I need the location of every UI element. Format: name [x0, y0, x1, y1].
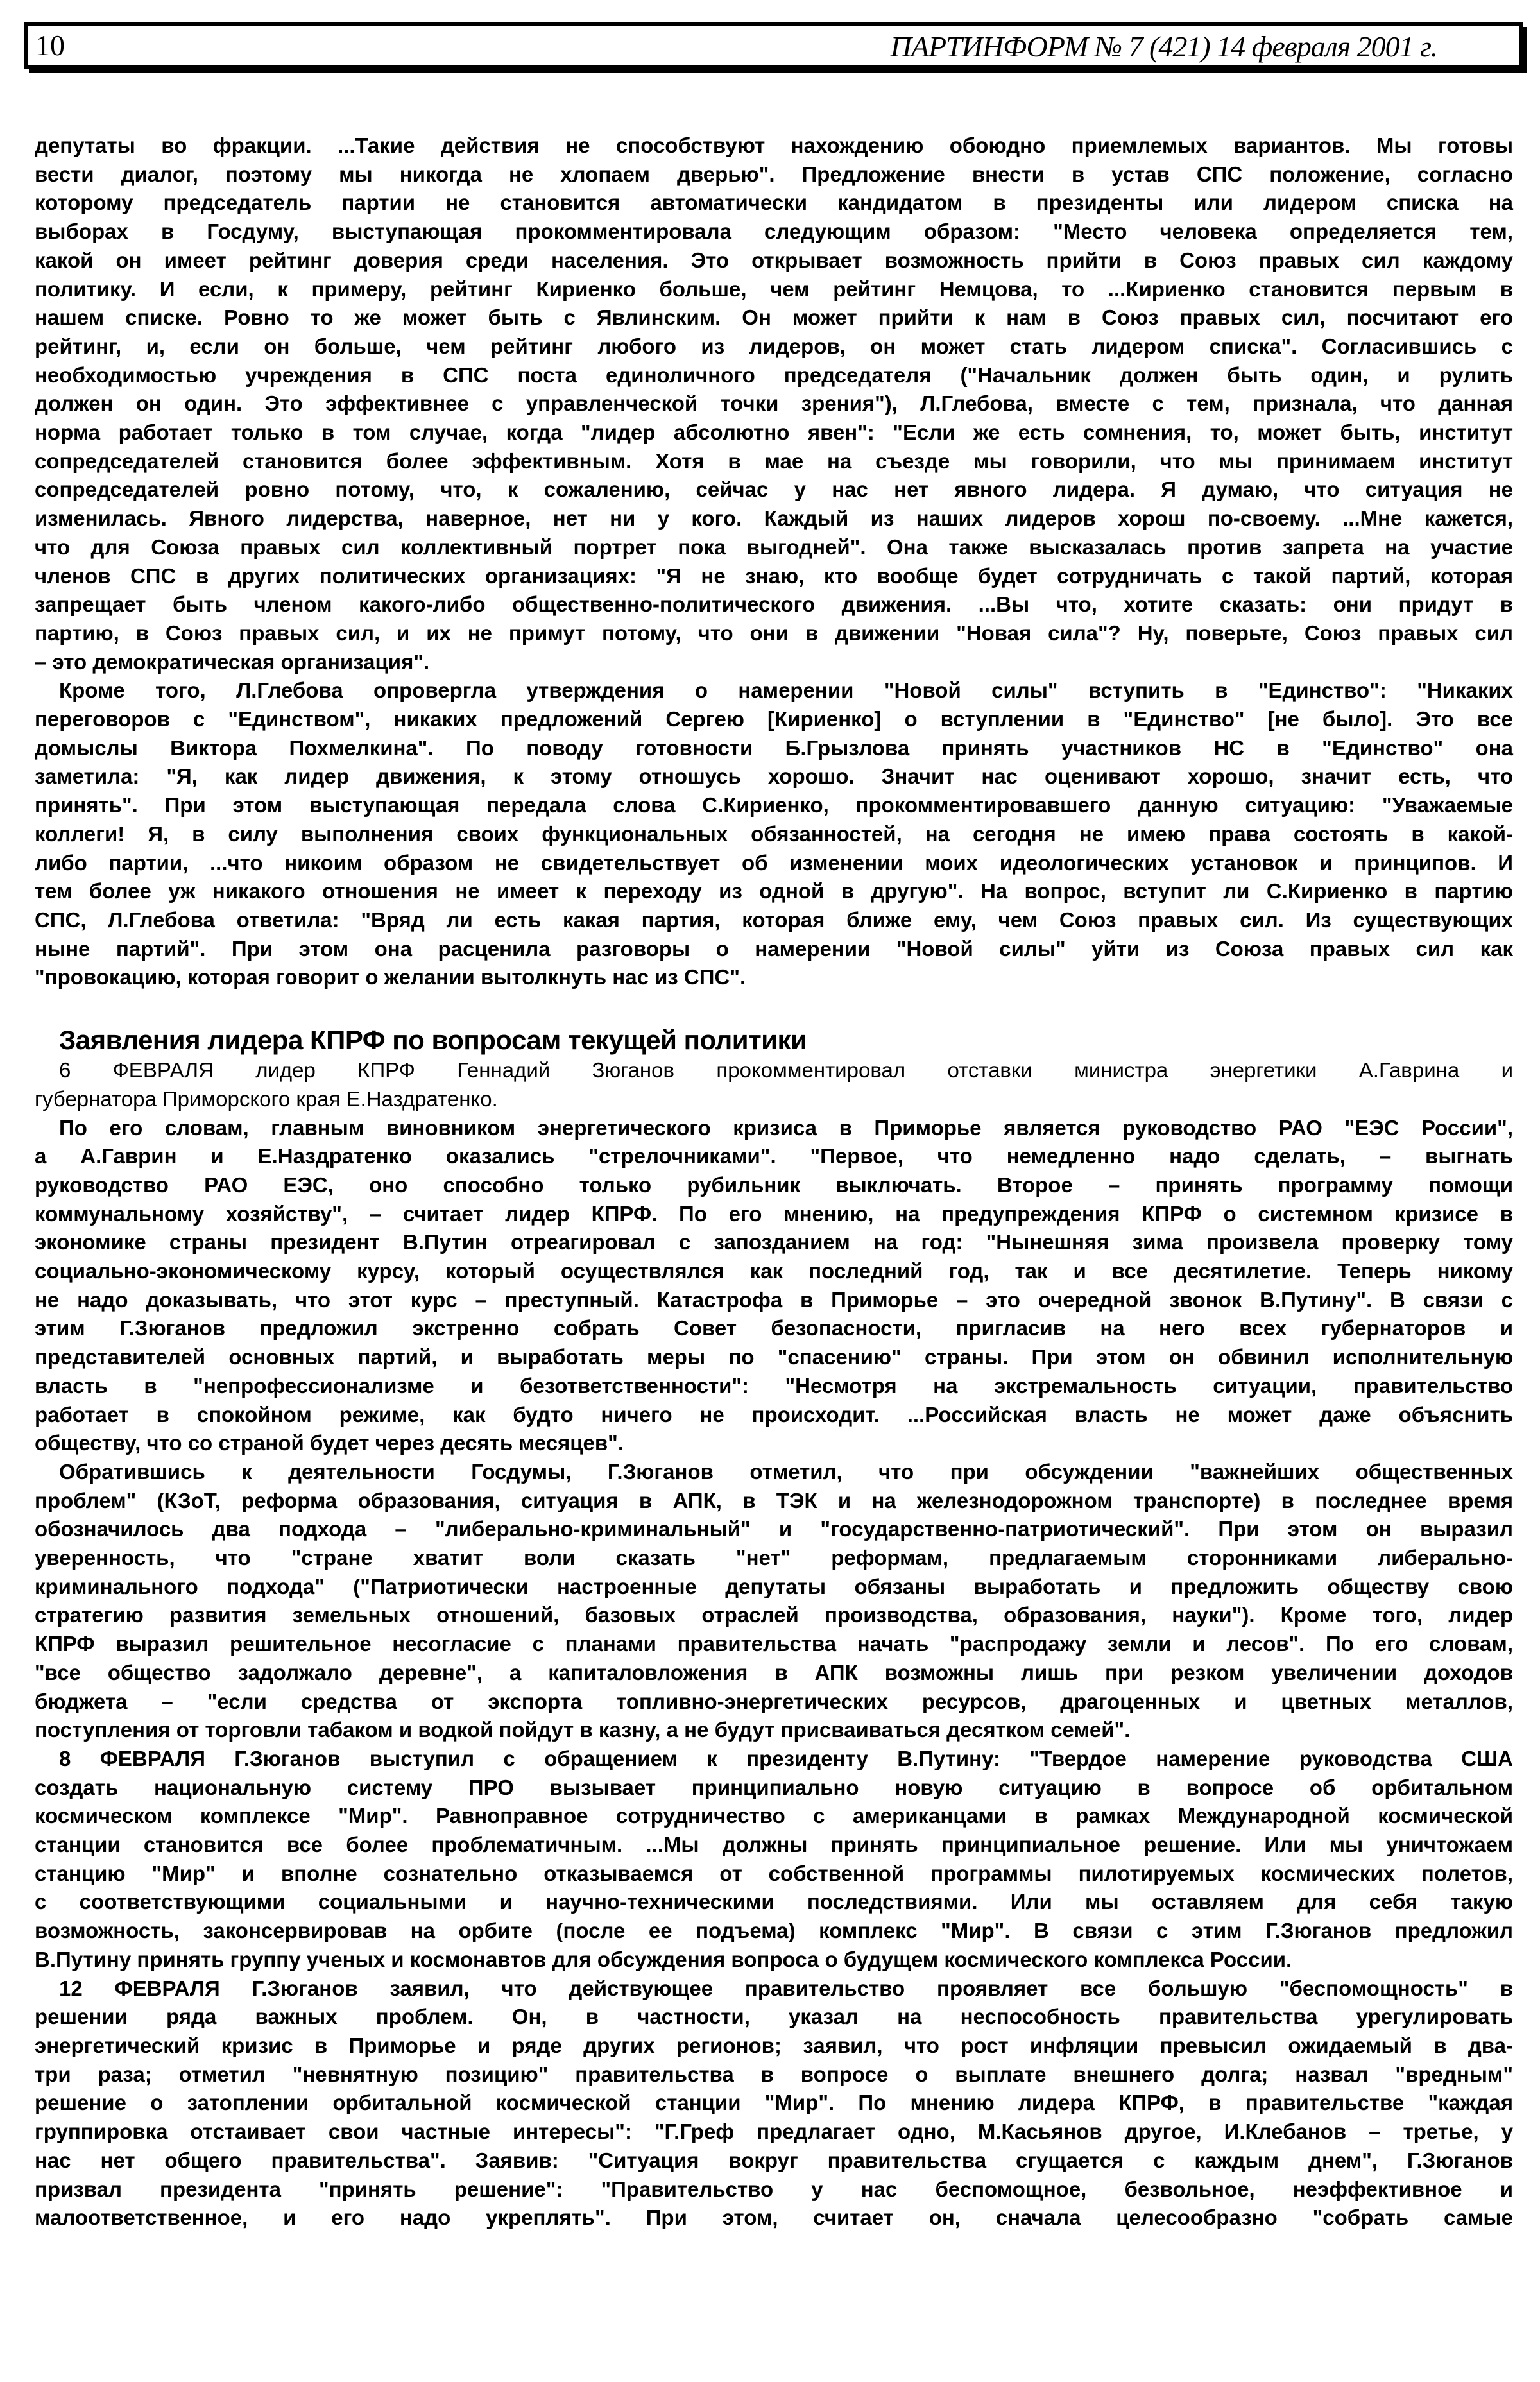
text-line: КПРФ выразил решительное несогласие с планами правительства начать "распродажу земли и лесов". По его словам,: [35, 1632, 1513, 1656]
paragraph: [35, 1745, 1513, 1975]
text-line: заметила: "Я, как лидер движения, к этому отношусь хорошо. Значит нас оценивают хорошо, значит есть, что: [35, 764, 1513, 789]
text-line: уверенность, что "стране хватит воли сказать "нет" реформам, предлагаемым сторонниками либерально-: [35, 1546, 1513, 1570]
text-line: представителей основных партий, и выработать меры по "спасению" страны. При этом он обвинил исполнительную: [35, 1345, 1513, 1369]
text-line: 6 ФЕВРАЛЯ лидер КПРФ Геннадий Зюганов прокомментировал отставки министра энергетики А.Гаврина и: [59, 1058, 1513, 1083]
text-line: экономике страны президент В.Путин отреагировал с запозданием на год: "Нынешняя зима произвела проверку тому: [35, 1230, 1513, 1255]
text-line: космическом комплексе "Мир". Равноправное сотрудничество с американцами в рамках Международной космической: [35, 1804, 1513, 1828]
text-line: Обратившись к деятельности Госдумы, Г.Зюганов отметил, что при обсуждении "важнейших общественных: [59, 1459, 1513, 1484]
article-body: [35, 132, 1513, 2232]
text-line: "все общество задолжало деревне", а капиталовложения в АПК возможны лишь при резком увеличении доходов: [35, 1660, 1513, 1684]
section-heading: Заявления лидера КПРФ по вопросам текущей политики: [59, 1025, 807, 1056]
paragraph: [35, 1975, 1513, 2232]
paragraph: [35, 1056, 1513, 1113]
text-line: изменилась. Явного лидерства, наверное, нет ни у кого. Каждый из наших лидеров хорош по-своему. ...Мне кажется,: [35, 506, 1513, 531]
text-line: выборах в Госдуму, выступающая прокомментировала следующим образом: "Место человека определяется тем,: [35, 219, 1513, 244]
text-line: членов СПС в других политических организациях: "Я не знаю, кто вообще будет сотрудничать с такой партий, которая: [35, 563, 1513, 588]
text-line: малоответственное, и его надо укреплять". При этом, считает он, сначала целесообразно "собрать самые: [35, 2206, 1513, 2230]
text-line: губернатора Приморского края Е.Наздратенко.: [35, 1086, 498, 1111]
text-line: бюджета – "если средства от экспорта топливно-энергетических ресурсов, драгоценных и цветных металлов,: [35, 1689, 1513, 1713]
text-line: власть в "непрофессионализме и безответственности": "Несмотря на экстремальность ситуации, правительство: [35, 1373, 1513, 1398]
intro-section: [35, 132, 1513, 992]
text-line: Кроме того, Л.Глебова опровергла утверждения о намерении "Новой силы" вступить в "Единство": "Никаких: [59, 678, 1513, 703]
text-line: партию, в Союз правых сил, и их не примут потому, что они в движении "Новая сила"? Ну, поверьте, Союз правых сил: [35, 621, 1513, 645]
text-line: работает в спокойном режиме, как будто ничего не происходит. ...Российская власть не может даже объяснить: [35, 1402, 1513, 1427]
text-line: возможность, законсервировав на орбите (после ее подъема) комплекс "Мир". В связи с этим Г.Зюганов предложил: [35, 1919, 1513, 1943]
text-line: этим Г.Зюганов предложил экстренно собрать Совет безопасности, пригласив на него всех губернаторов и: [35, 1316, 1513, 1341]
text-line: СПС, Л.Глебова ответила: "Вряд ли есть какая партия, которая ближе ему, чем Союз правых сил. Из существующих: [35, 907, 1513, 932]
text-line: создать национальную систему ПРО вызывает принципиально новую ситуацию в вопросе об орбитальном: [35, 1775, 1513, 1799]
text-line: политику. И если, к примеру, рейтинг Кириенко больше, чем рейтинг Немцова, то ...Кириенко становится первым в: [35, 277, 1513, 301]
text-line: социально-экономическому курсу, который осуществлялся как последний год, так и все десятилетие. Теперь никому: [35, 1259, 1513, 1283]
text-line: группировка отстаивает свои частные интересы": "Г.Греф предлагает одно, М.Касьянов другое, И.Клебанов – третье, у: [35, 2120, 1513, 2144]
text-line: три раза; отметил "невнятную позицию" правительства в вопросе о выплате внешнего долга; назвал "вредным": [35, 2062, 1513, 2086]
text-line: либо партии, ...что никоим образом не свидетельствует об изменении моих идеологических установок и принципов. И: [35, 850, 1513, 875]
text-line: а А.Гаврин и Е.Наздратенко оказались "стрелочниками". "Первое, что немедленно надо сделать, – выгнать: [35, 1144, 1513, 1169]
text-line: тем более уж никакого отношения не имеет к переходу из одной в другую". На вопрос, вступит ли С.Кириенко в партию: [35, 879, 1513, 904]
text-line: проблем" (КЗоТ, реформа образования, ситуация в АПК, в ТЭК и на железнодорожном транспорте) в последнее время: [35, 1488, 1513, 1512]
text-line: сопредседателей становится более эффективным. Хотя в мае на съезде мы говорили, что мы принимаем институт: [35, 449, 1513, 473]
text-line: коммунальному хозяйству", – считает лидер КПРФ. По его мнению, на предупреждения КПРФ о системном кризисе в: [35, 1201, 1513, 1226]
text-line: решении ряда важных проблем. Он, в частности, указал на неспособность правительства урегулировать: [35, 2005, 1513, 2029]
kprf-section: [35, 1056, 1513, 2232]
text-line: поступления от торговли табаком и водкой пойдут в казну, а не будут присваиваться десятком семей".: [35, 1718, 1131, 1742]
paragraph: [35, 132, 1513, 676]
text-line: должен он один. Это эффективнее с управленческой точки зрения"), Л.Глебова, вместе с тем, признала, что данная: [35, 391, 1513, 416]
text-line: станцию "Мир" и вполне сознательно отказываемся от собственной программы пилотируемых космических полетов,: [35, 1861, 1513, 1885]
text-line: решение о затоплении орбитальной космической станции "Мир". По мнению лидера КПРФ, в правительстве "каждая: [35, 2091, 1513, 2115]
paragraph: [35, 676, 1513, 992]
page-header: [24, 22, 1523, 69]
text-line: – это демократическая организация".: [35, 649, 430, 674]
text-line: коллеги! Я, в силу выполнения своих функциональных обязанностей, на сегодня не имею права состоять в какой-: [35, 821, 1513, 846]
text-line: сопредседателей ровно потому, что, к сожалению, сейчас у нас нет явного лидера. Я думаю, что ситуация не: [35, 477, 1513, 502]
text-line: депутаты во фракции. ...Такие действия не способствуют нахождению обоюдно приемлемых вариантов. Мы готовы: [35, 133, 1513, 157]
text-line: криминального подхода" ("Патриотически настроенные депутаты обязаны выработать и предложить обществу свою: [35, 1574, 1513, 1598]
text-line: запрещает быть членом какого-либо общественно-политического движения. ...Вы что, хотите сказать: они придут в: [35, 592, 1513, 617]
text-line: домыслы Виктора Похмелкина". По поводу готовности Б.Грызлова принять участников НС в "Единство" она: [35, 735, 1513, 760]
text-line: вести диалог, поэтому мы никогда не хлопаем дверью". Предложение внести в устав СПС положение, согласно: [35, 162, 1513, 186]
text-line: энергетический кризис в Приморье и ряде других регионов; заявил, что рост инфляции превысил ожидаемый в два-: [35, 2034, 1513, 2057]
text-line: "провокацию, которая говорит о желании вытолкнуть нас из СПС".: [35, 965, 746, 990]
text-line: ныне партий". При этом она расценила разговоры о намерении "Новой силы" уйти из Союза правых сил как: [35, 936, 1513, 961]
text-line: 12 ФЕВРАЛЯ Г.Зюганов заявил, что действующее правительство проявляет все большую "беспомощность" в: [59, 1976, 1513, 2000]
text-line: что для Союза правых сил коллективный портрет пока выгодней". Она также высказалась против запрета на участие: [35, 535, 1513, 559]
text-line: необходимостью учреждения в СПС поста единоличного председателя ("Начальник должен быть один, и рулить: [35, 363, 1513, 387]
text-line: станции становится все более проблематичным. ...Мы должны принять принципиальное решение. Или мы уничтожаем: [35, 1833, 1513, 1857]
text-line: с соответствующими социальными и научно-техническими последствиями. Или мы оставляем для себя такую: [35, 1890, 1513, 1914]
text-line: переговоров с "Единством", никаких предложений Сергею [Кириенко] о вступлении в "Единство" [не было]. Это все: [35, 707, 1513, 732]
text-line: 8 ФЕВРАЛЯ Г.Зюганов выступил с обращением к президенту В.Путину: "Твердое намерение руководства США: [59, 1746, 1513, 1770]
text-line: призвал президента "принять решение": "Правительство у нас беспомощное, безвольное, неэффективное и: [35, 2177, 1513, 2201]
text-line: рейтинг, и, если он больше, чем рейтинг любого из лидеров, он может стать лидером списка". Согласившись с: [35, 334, 1513, 358]
paragraph: [35, 1458, 1513, 1745]
paragraph: [35, 1114, 1513, 1458]
text-line: нас нет общего правительства". Заявив: "Ситуация вокруг правительства сгущается с каждым днем", Г.Зюганов: [35, 2148, 1513, 2172]
text-line: какой он имеет рейтинг доверия среди населения. Это открывает возможность прийти в Союз правых сил каждому: [35, 248, 1513, 272]
text-line: норма работает только в том случае, когда "лидер абсолютно явен": "Если же есть сомнения, то, может быть, институт: [35, 420, 1513, 445]
text-line: По его словам, главным виновником энергетического кризиса в Приморье является руководство РАО "ЕЭС России",: [59, 1115, 1513, 1140]
page-number: 10: [35, 29, 65, 62]
text-line: не надо доказывать, что этот курс – преступный. Катастрофа в Приморье – это очередной звонок В.Путину". В связи с: [35, 1287, 1513, 1312]
text-line: стратегию развития земельных отношений, базовых отраслей производства, образования, науки"). Кроме того, лидер: [35, 1603, 1513, 1627]
text-line: обозначилось два подхода – "либерально-криминальный" и "государственно-патриотический". При этом он выразил: [35, 1517, 1513, 1541]
publication-title: ПАРТИНФОРМ № 7 (421) 14 февраля 2001 г.: [890, 30, 1437, 63]
text-line: В.Путину принять группу ученых и космонавтов для обсуждения вопроса о будущем космического комплекса России.: [35, 1947, 1292, 1971]
text-line: руководство РАО ЕЭС, оно способно только рубильник выключать. Второе – принять программу помощи: [35, 1172, 1513, 1197]
text-line: обществу, что со страной будет через десять месяцев".: [35, 1431, 624, 1455]
text-line: нашем списке. Ровно то же может быть с Явлинским. Он может прийти к нам в Союз правых сил, посчитают его: [35, 305, 1513, 330]
text-line: которому председатель партии не становится автоматически кандидатом в президенты или лидером списка на: [35, 191, 1513, 215]
text-line: принять". При этом выступающая передала слова С.Кириенко, прокомментировавшего данную ситуацию: "Уважаемые: [35, 793, 1513, 818]
